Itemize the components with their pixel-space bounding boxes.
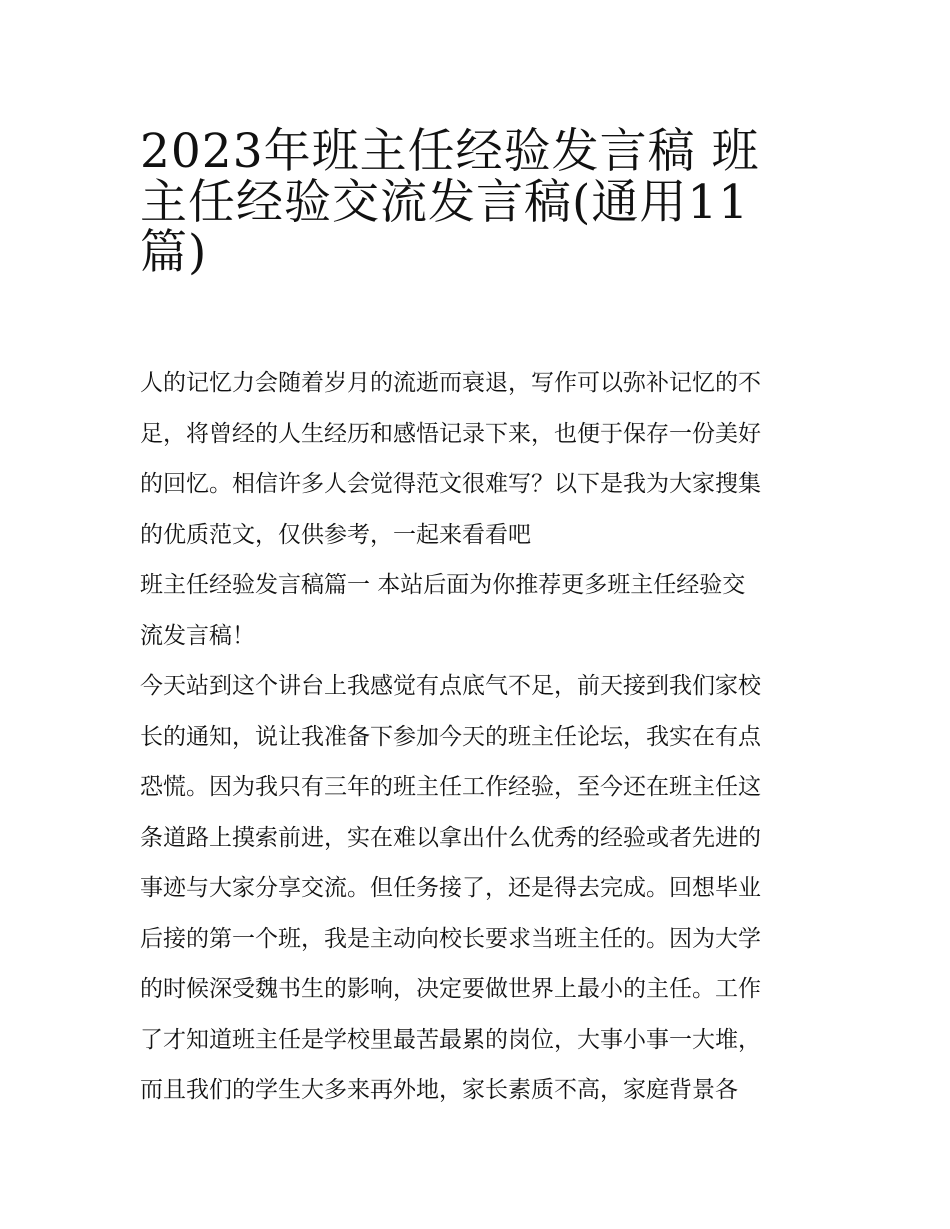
text-line: 班主任经验发言稿篇一 本站后面为你推荐更多班主任经验交 <box>140 572 746 598</box>
text-line: 的时候深受魏书生的影响，决定要做世界上最小的主任。工作 <box>140 976 761 1002</box>
intro-paragraph <box>140 358 820 560</box>
text-line: 事迹与大家分享交流。但任务接了，还是得去完成。回想毕业 <box>140 875 761 901</box>
text-line: 人的记忆力会随着岁月的流逝而衰退，写作可以弥补记忆的不 <box>140 370 761 396</box>
text-line: 长的通知，说让我准备下参加今天的班主任论坛，我实在有点 <box>140 723 761 750</box>
title-line: 篇) <box>140 225 208 280</box>
text-line: 的回忆。相信许多人会觉得范文很难写？以下是我为大家搜集 <box>140 471 761 497</box>
document-title <box>140 112 820 280</box>
text-line: 了才知道班主任是学校里最苦最累的岗位，大事小事一大堆， <box>140 1026 761 1053</box>
document-body <box>140 358 820 1116</box>
text-line: 恐慌。因为我只有三年的班主任工作经验，至今还在班主任这 <box>140 774 761 800</box>
text-line: 足，将曾经的人生经历和感悟记录下来，也便于保存一份美好 <box>140 420 761 447</box>
text-line: 的优质范文，仅供参考，一起来看看吧 <box>140 521 531 548</box>
title-line: 2023年班主任经验发言稿 班 <box>140 124 760 179</box>
text-line: 流发言稿！ <box>140 622 255 649</box>
section-heading-paragraph <box>140 560 820 661</box>
text-line: 今天站到这个讲台上我感觉有点底气不足，前天接到我们家校 <box>140 673 761 699</box>
speech-paragraph <box>140 661 820 1116</box>
text-line: 后接的第一个班，我是主动向校长要求当班主任的。因为大学 <box>140 925 761 952</box>
text-line: 条道路上摸索前进，实在难以拿出什么优秀的经验或者先进的 <box>140 824 761 851</box>
text-line: 而且我们的学生大多来再外地，家长素质不高，家庭背景各 <box>140 1077 738 1103</box>
title-line: 主任经验交流发言稿(通用11 <box>140 174 750 230</box>
